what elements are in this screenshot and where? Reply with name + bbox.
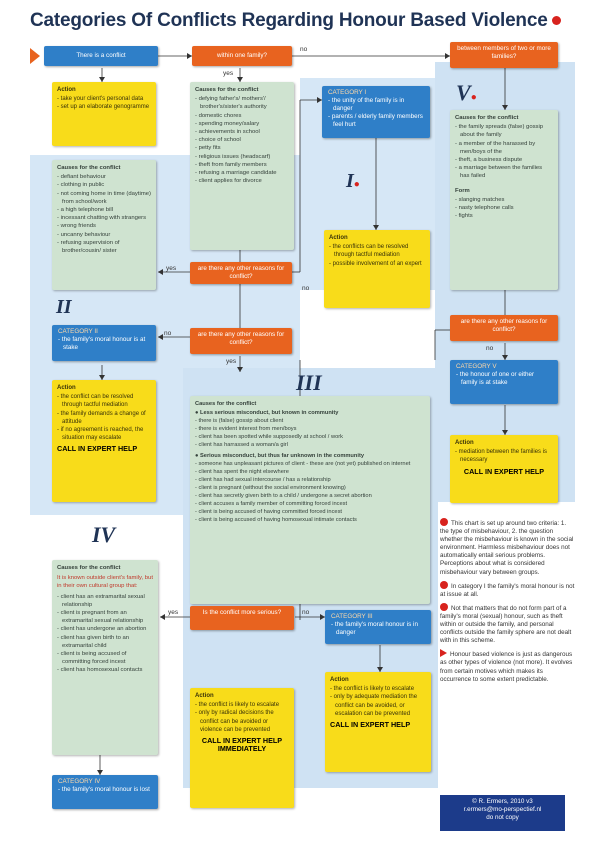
list-item: - client applies for divorce [195, 177, 289, 185]
label-yes-family: yes [223, 70, 234, 77]
note-2: In category I the family's moral honour is not at issue at all. [440, 582, 575, 598]
list-item: - client has had sexual intercourse / has a relationship [195, 476, 425, 484]
call-expert-label: CALL IN EXPERT HELP IMMEDIATELY [201, 736, 283, 754]
roman-ii: II [56, 296, 72, 318]
list-item: - the honour of one or either family is at stake [456, 371, 552, 387]
list-item: - possible involvement of an expert [329, 260, 425, 268]
label-yes-2: yes [226, 358, 237, 365]
action-title: Action [195, 693, 214, 699]
category-iii-title: CATEGORY III [331, 613, 373, 620]
list-item: - incessant chatting with strangers [57, 214, 151, 222]
action-category-i [324, 230, 430, 308]
action-top [52, 82, 156, 146]
list-item: - the conflict is likely to escalate [195, 701, 289, 709]
list-item: - client has undergone an abortion [57, 625, 153, 633]
list-item: - the family demands a change of attitude [57, 410, 151, 426]
list-item: - fights [455, 212, 553, 220]
category-v-title: CATEGORY V [456, 363, 497, 370]
list-item: - slanging matches [455, 196, 553, 204]
category-iii-box [325, 610, 431, 644]
credit-line: do not copy [486, 814, 519, 821]
question-other-reasons-2: are there any other reasons for conflict? [190, 328, 292, 354]
category-ii-title: CATEGORY II [58, 328, 98, 335]
credit-box [440, 795, 565, 831]
roman-i: I● [346, 170, 360, 192]
list-item: - refusing a marriage candidate [195, 169, 289, 177]
causes-left [52, 160, 156, 290]
roman-iii: III [296, 370, 322, 395]
list-item: - client accuses a family member of committing forced incest [195, 500, 425, 508]
list-item: - wrong friends [57, 222, 151, 230]
list-item: - the family's moral honour is in danger [331, 621, 425, 637]
list-item: - client is pregnant from an extramarital sexual relationship [57, 609, 153, 625]
list-item: - set up an elaborate genogramme [57, 103, 151, 111]
list-item: - not coming home in time (daytime) from school/work [57, 190, 151, 206]
roman-iv: IV [92, 522, 116, 547]
action-title: Action [57, 385, 76, 391]
form-title: Form [455, 187, 470, 194]
list-item: - only by adequate mediation the conflict can be avoided, or escalation can be prevented [330, 693, 426, 718]
list-item: - a marriage between the families has failed [455, 164, 553, 180]
list-item: - someone has unpleasant pictures of client - these are (not yet) published on internet [195, 460, 425, 468]
list-item: - petty fits [195, 144, 289, 152]
call-expert-label: CALL IN EXPERT HELP [463, 466, 545, 476]
list-item: - client has harrassed a woman/a girl [195, 441, 425, 449]
list-item: - the family spreads (false) gossip about the family [455, 123, 553, 139]
list-item: - the conflict is likely to escalate [330, 685, 426, 693]
label-no-5: no [486, 345, 494, 352]
question-other-reasons-1: are there any other reasons for conflict? [190, 262, 292, 284]
list-item: - parents / elderly family members feel hurt [328, 113, 424, 129]
note-3: Not that matters that do not form part of a family's moral (sexual) honour, such as theft within or outside the family, and personal conflicts outside the family sphere are not dealt with in this scheme. [440, 604, 572, 645]
action-category-ii [52, 380, 156, 502]
causes-family [190, 82, 294, 250]
list-item: - there is (false) gossip about client [195, 417, 425, 425]
causes-category-iv [52, 560, 158, 755]
list-item: - uncanny behaviour [57, 231, 151, 239]
list-item: - take your client's personal data [57, 95, 151, 103]
category-i-title: CATEGORY I [328, 89, 367, 96]
list-item: - there is evident interest from men/boys [195, 425, 425, 433]
list-item: - client has spent the night elsewhere [195, 468, 425, 476]
question-between-families: between members of two or more families? [450, 42, 558, 68]
list-item: - defying father's/ mothers'/ brother's/sister's authority [195, 95, 289, 111]
list-item: - a member of the harassed by men/boys of the [455, 140, 553, 156]
causes-category-v [450, 110, 558, 290]
note-marker-icon [440, 581, 448, 589]
list-item: - clothing in public [57, 181, 151, 189]
list-item: - client has secretly given birth to a child / undergone a secret abortion [195, 492, 425, 500]
list-item: - the conflicts can be resolved through tactful mediation [329, 243, 425, 259]
credit-line: r.ermers@mo-perspectief.nl [463, 806, 542, 813]
list-item: - defiant behaviour [57, 173, 151, 181]
label-no-top: no [300, 46, 308, 53]
list-item: - the conflict can be resolved through tactful mediation [57, 393, 151, 409]
call-expert-label: CALL IN EXPERT HELP [330, 720, 411, 730]
question-within-family: within one family? [192, 46, 292, 66]
list-item: - client has homosexual contacts [57, 666, 153, 674]
list-item: - theft from family members [195, 161, 289, 169]
category-ii-box [52, 325, 156, 361]
list-item: - domestic chores [195, 112, 289, 120]
list-item: - the unity of the family is in danger [328, 97, 424, 113]
list-item: - client has an extramarital sexual relationship [57, 593, 153, 609]
start-box: There is a conflict [44, 46, 158, 66]
list-item: - only by radical decisions the conflict can be avoided or violence can be prevented [195, 709, 289, 734]
causes-family-title: Causes for the conflict [195, 87, 259, 93]
causes-iv-title: Causes for the conflict [57, 565, 121, 571]
question-more-serious: Is the conflict more serious? [190, 606, 294, 630]
action-category-v [450, 435, 558, 503]
category-iv-box [52, 775, 158, 809]
page-title: Categories Of Conflicts Regarding Honour Based Violence [30, 10, 550, 32]
note-marker-icon [440, 518, 448, 526]
action-category-iv [190, 688, 294, 808]
list-item: - nasty telephone calls [455, 204, 553, 212]
list-item: - if no agreement is reached, the situation may escalate [57, 426, 151, 442]
list-item: - client is being accused of committing forced incest [57, 650, 153, 666]
list-item: - the family's moral honour is at stake [58, 336, 150, 352]
roman-v: V● [456, 80, 477, 105]
action-title: Action [329, 235, 348, 241]
causes-v-title: Causes for the conflict [455, 115, 519, 121]
category-iv-title: CATEGORY IV [58, 778, 101, 785]
action-title: Action [455, 440, 474, 446]
list-item: - client is being accused of having homosexual intimate contacts [195, 516, 425, 524]
arrow-icon [440, 649, 447, 657]
causes-category-iii [190, 396, 430, 604]
causes-iii-title: Causes for the conflict [195, 401, 257, 407]
list-item: - a high telephone bill [57, 206, 151, 214]
category-v-box [450, 360, 558, 404]
list-item: - client is being accused of having committed forced incest [195, 508, 425, 516]
causes-iii-sec1-title: ● Less serious misconduct, but known in community [195, 410, 339, 416]
note-1: This chart is set up around two criteria: 1. the type of misbehaviour, 2. the question whether the misbehaviour is known in the social environment. Harmless misbehaviour does not automatically entail serious problems. Perceptions about what is considered misbehaviour vary between groups. [440, 520, 574, 576]
action-title: Action [330, 677, 349, 683]
label-yes-3: yes [168, 609, 179, 616]
causes-iii-sec2-title: ● Serious misconduct, but thus far unknown in the community [195, 453, 365, 459]
label-no-1: no [302, 285, 310, 292]
label-no-3: no [302, 609, 310, 616]
action-category-iii [325, 672, 431, 772]
credit-line: © R. Ermers, 2010 v3 [472, 798, 533, 805]
causes-iv-intro: It is known outside client's family, but in their own cultural group that: [57, 575, 153, 590]
list-item: - refusing supervision of brother/cousin/ sister [57, 239, 151, 255]
category-i-box [322, 86, 430, 138]
list-item: - spending money/salary [195, 120, 289, 128]
list-item: - client has given birth to an extramarital child [57, 634, 153, 650]
causes-left-title: Causes for the conflict [57, 165, 121, 171]
list-item: - choice of school [195, 136, 289, 144]
note-4: Honour based violence is just as dangerous as other types of violence (not more). It evolves from certain motives which makes its occurrence to some extent predictable. [440, 651, 573, 683]
question-other-reasons-5: are there any other reasons for conflict? [450, 315, 558, 341]
label-yes-1: yes [166, 265, 177, 272]
list-item: - the family's moral honour is lost [58, 786, 152, 794]
list-item: - mediation between the families is necessary [455, 448, 553, 464]
notes-panel [440, 518, 575, 788]
list-item: - achievements in school [195, 128, 289, 136]
list-item: - religious issues (headscarf) [195, 153, 289, 161]
call-expert-label: CALL IN EXPERT HELP [57, 444, 138, 454]
note-marker-icon [440, 603, 448, 611]
list-item: - client is pregnant (without the social environment knowing) [195, 484, 425, 492]
action-top-title: Action [57, 87, 76, 93]
label-no-2: no [164, 330, 172, 337]
list-item: - client has been spotted while supposedly at school / work [195, 433, 425, 441]
list-item: - theft, a business dispute [455, 156, 553, 164]
